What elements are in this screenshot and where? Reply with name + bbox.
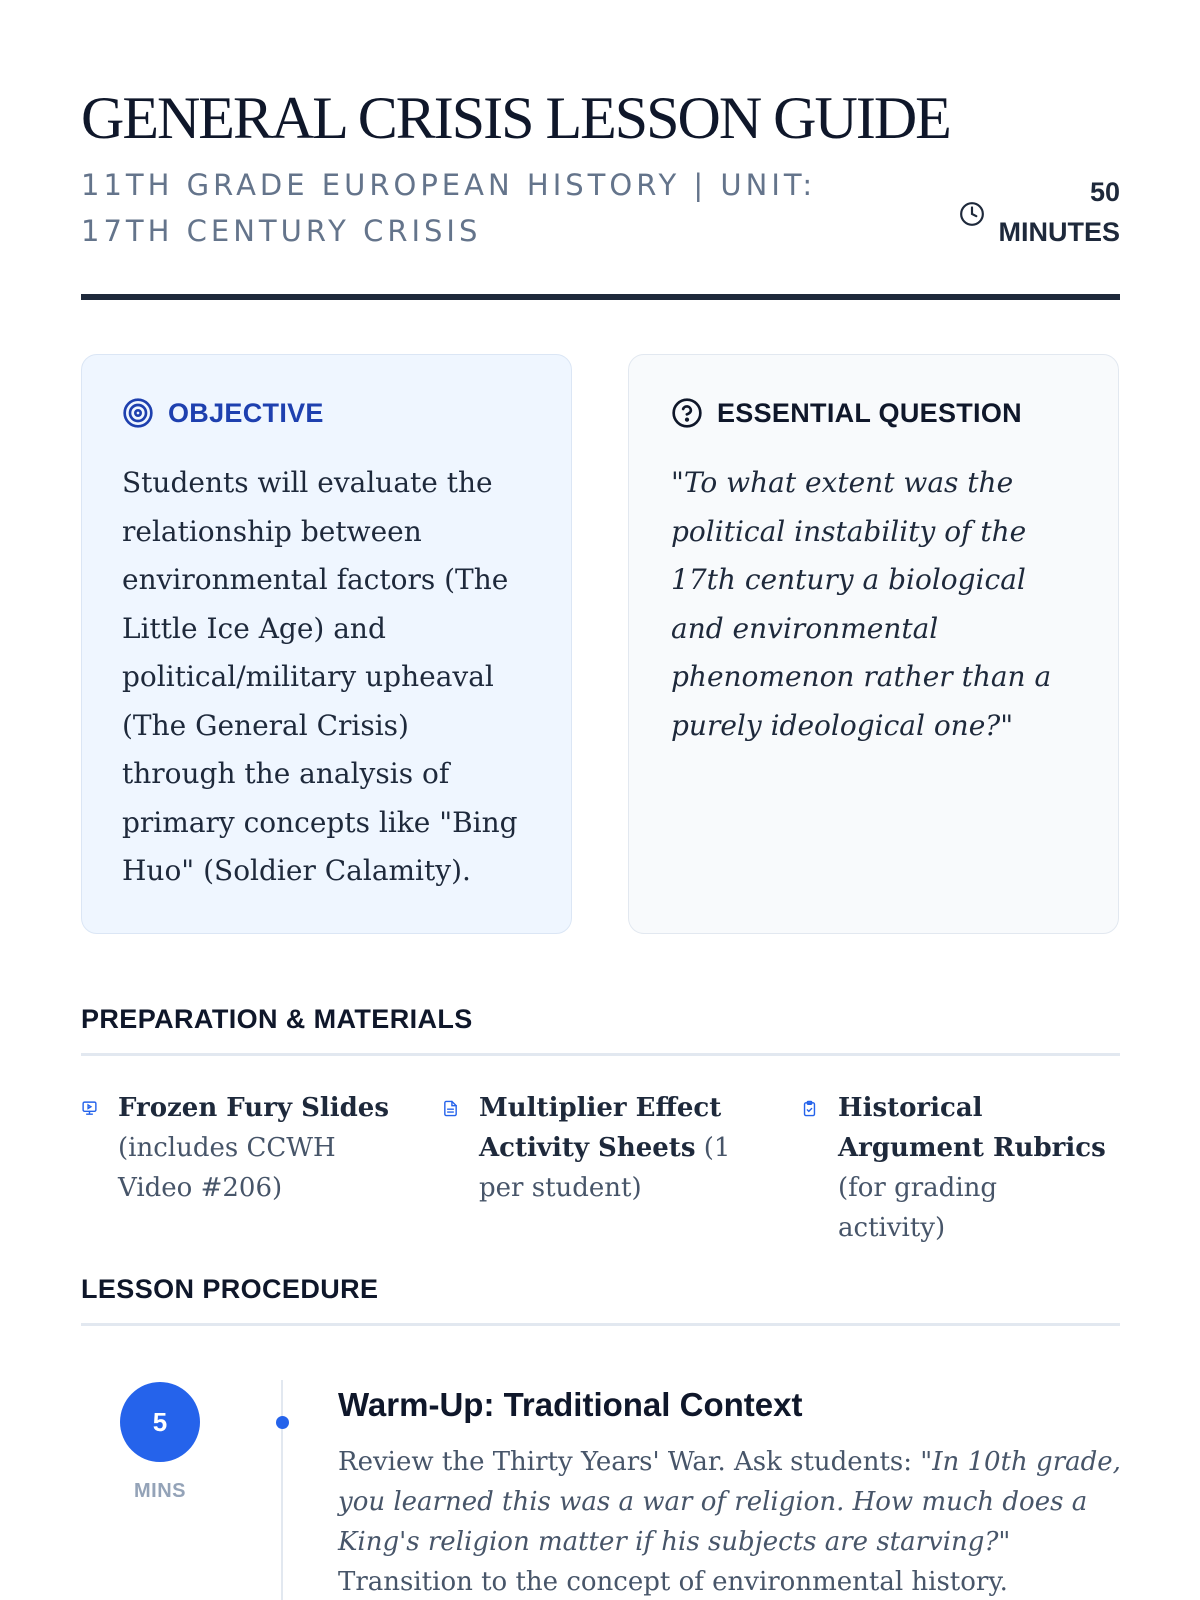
step-description	[338, 1442, 1123, 1600]
material-name: Historical Argument Rubrics	[838, 1093, 1106, 1163]
material-name: Multiplier Effect Activity Sheets	[479, 1093, 722, 1163]
step-quote: "In 10th grade, you learned this was a war of religion. How much does a King's religion matter if his subjects are starving?"	[338, 1447, 1121, 1557]
essential-question-label: ESSENTIAL QUESTION	[717, 397, 1022, 428]
material-text	[479, 1088, 752, 1208]
material-item	[801, 1088, 1111, 1248]
materials-list	[81, 1088, 1120, 1243]
page-subtitle: 11TH GRADE EUROPEAN HISTORY | UNIT: 17TH CENTURY CRISIS	[81, 168, 817, 248]
objective-text: Students will evaluate the relationship between environmental factors (The Little Ice Age) and political/military upheaval (The General Crisis) through the analysis of primary concepts like "Bing Huo" (Soldier Calamity).	[122, 466, 518, 887]
procedure-title: LESSON PROCEDURE	[81, 1274, 1120, 1326]
header-divider	[81, 294, 1120, 300]
material-item	[442, 1088, 752, 1208]
material-text	[838, 1088, 1111, 1248]
material-text	[118, 1088, 391, 1208]
essential-question-header	[671, 395, 1078, 431]
duration-text	[999, 172, 1121, 252]
step-minutes-badge: 5	[120, 1382, 200, 1462]
timeline-line	[281, 1380, 283, 1600]
material-item	[81, 1088, 391, 1208]
clock-icon	[959, 201, 985, 227]
objective-header	[122, 395, 531, 431]
objective-label: OBJECTIVE	[168, 397, 324, 428]
page-title: GENERAL CRISIS LESSON GUIDE	[81, 85, 950, 151]
clipboard-icon	[801, 1100, 818, 1117]
subtitle-row	[81, 162, 1120, 272]
duration-unit: MINUTES	[998, 217, 1120, 247]
step-title: Warm-Up: Traditional Context	[338, 1386, 803, 1423]
page-header	[81, 80, 1120, 248]
step-minutes-unit: MINS	[134, 1480, 186, 1502]
presentation-icon	[81, 1100, 98, 1117]
duration-value: 50	[1089, 177, 1120, 207]
essential-question-text: "To what extent was the political instability of the 17th century a biological and environmental phenomenon rather than a purely ideological one?"	[671, 466, 1052, 742]
question-circle-icon	[671, 397, 703, 429]
step-text-before: Review the Thirty Years' War. Ask students:	[338, 1447, 921, 1477]
preparation-title: PREPARATION & MATERIALS	[81, 1004, 1120, 1056]
timeline-dot	[276, 1416, 289, 1429]
target-icon	[122, 397, 154, 429]
document-icon	[442, 1100, 459, 1117]
material-detail: (1 per student)	[479, 1133, 731, 1203]
essential-question-card	[628, 354, 1119, 934]
material-detail: (includes CCWH Video #206)	[118, 1133, 336, 1203]
objective-card	[81, 354, 572, 934]
material-name: Frozen Fury Slides	[118, 1093, 389, 1123]
step-text-after: Transition to the concept of environmental history.	[338, 1567, 1008, 1597]
material-detail: (for grading activity)	[838, 1173, 998, 1243]
duration-badge	[959, 172, 1121, 252]
